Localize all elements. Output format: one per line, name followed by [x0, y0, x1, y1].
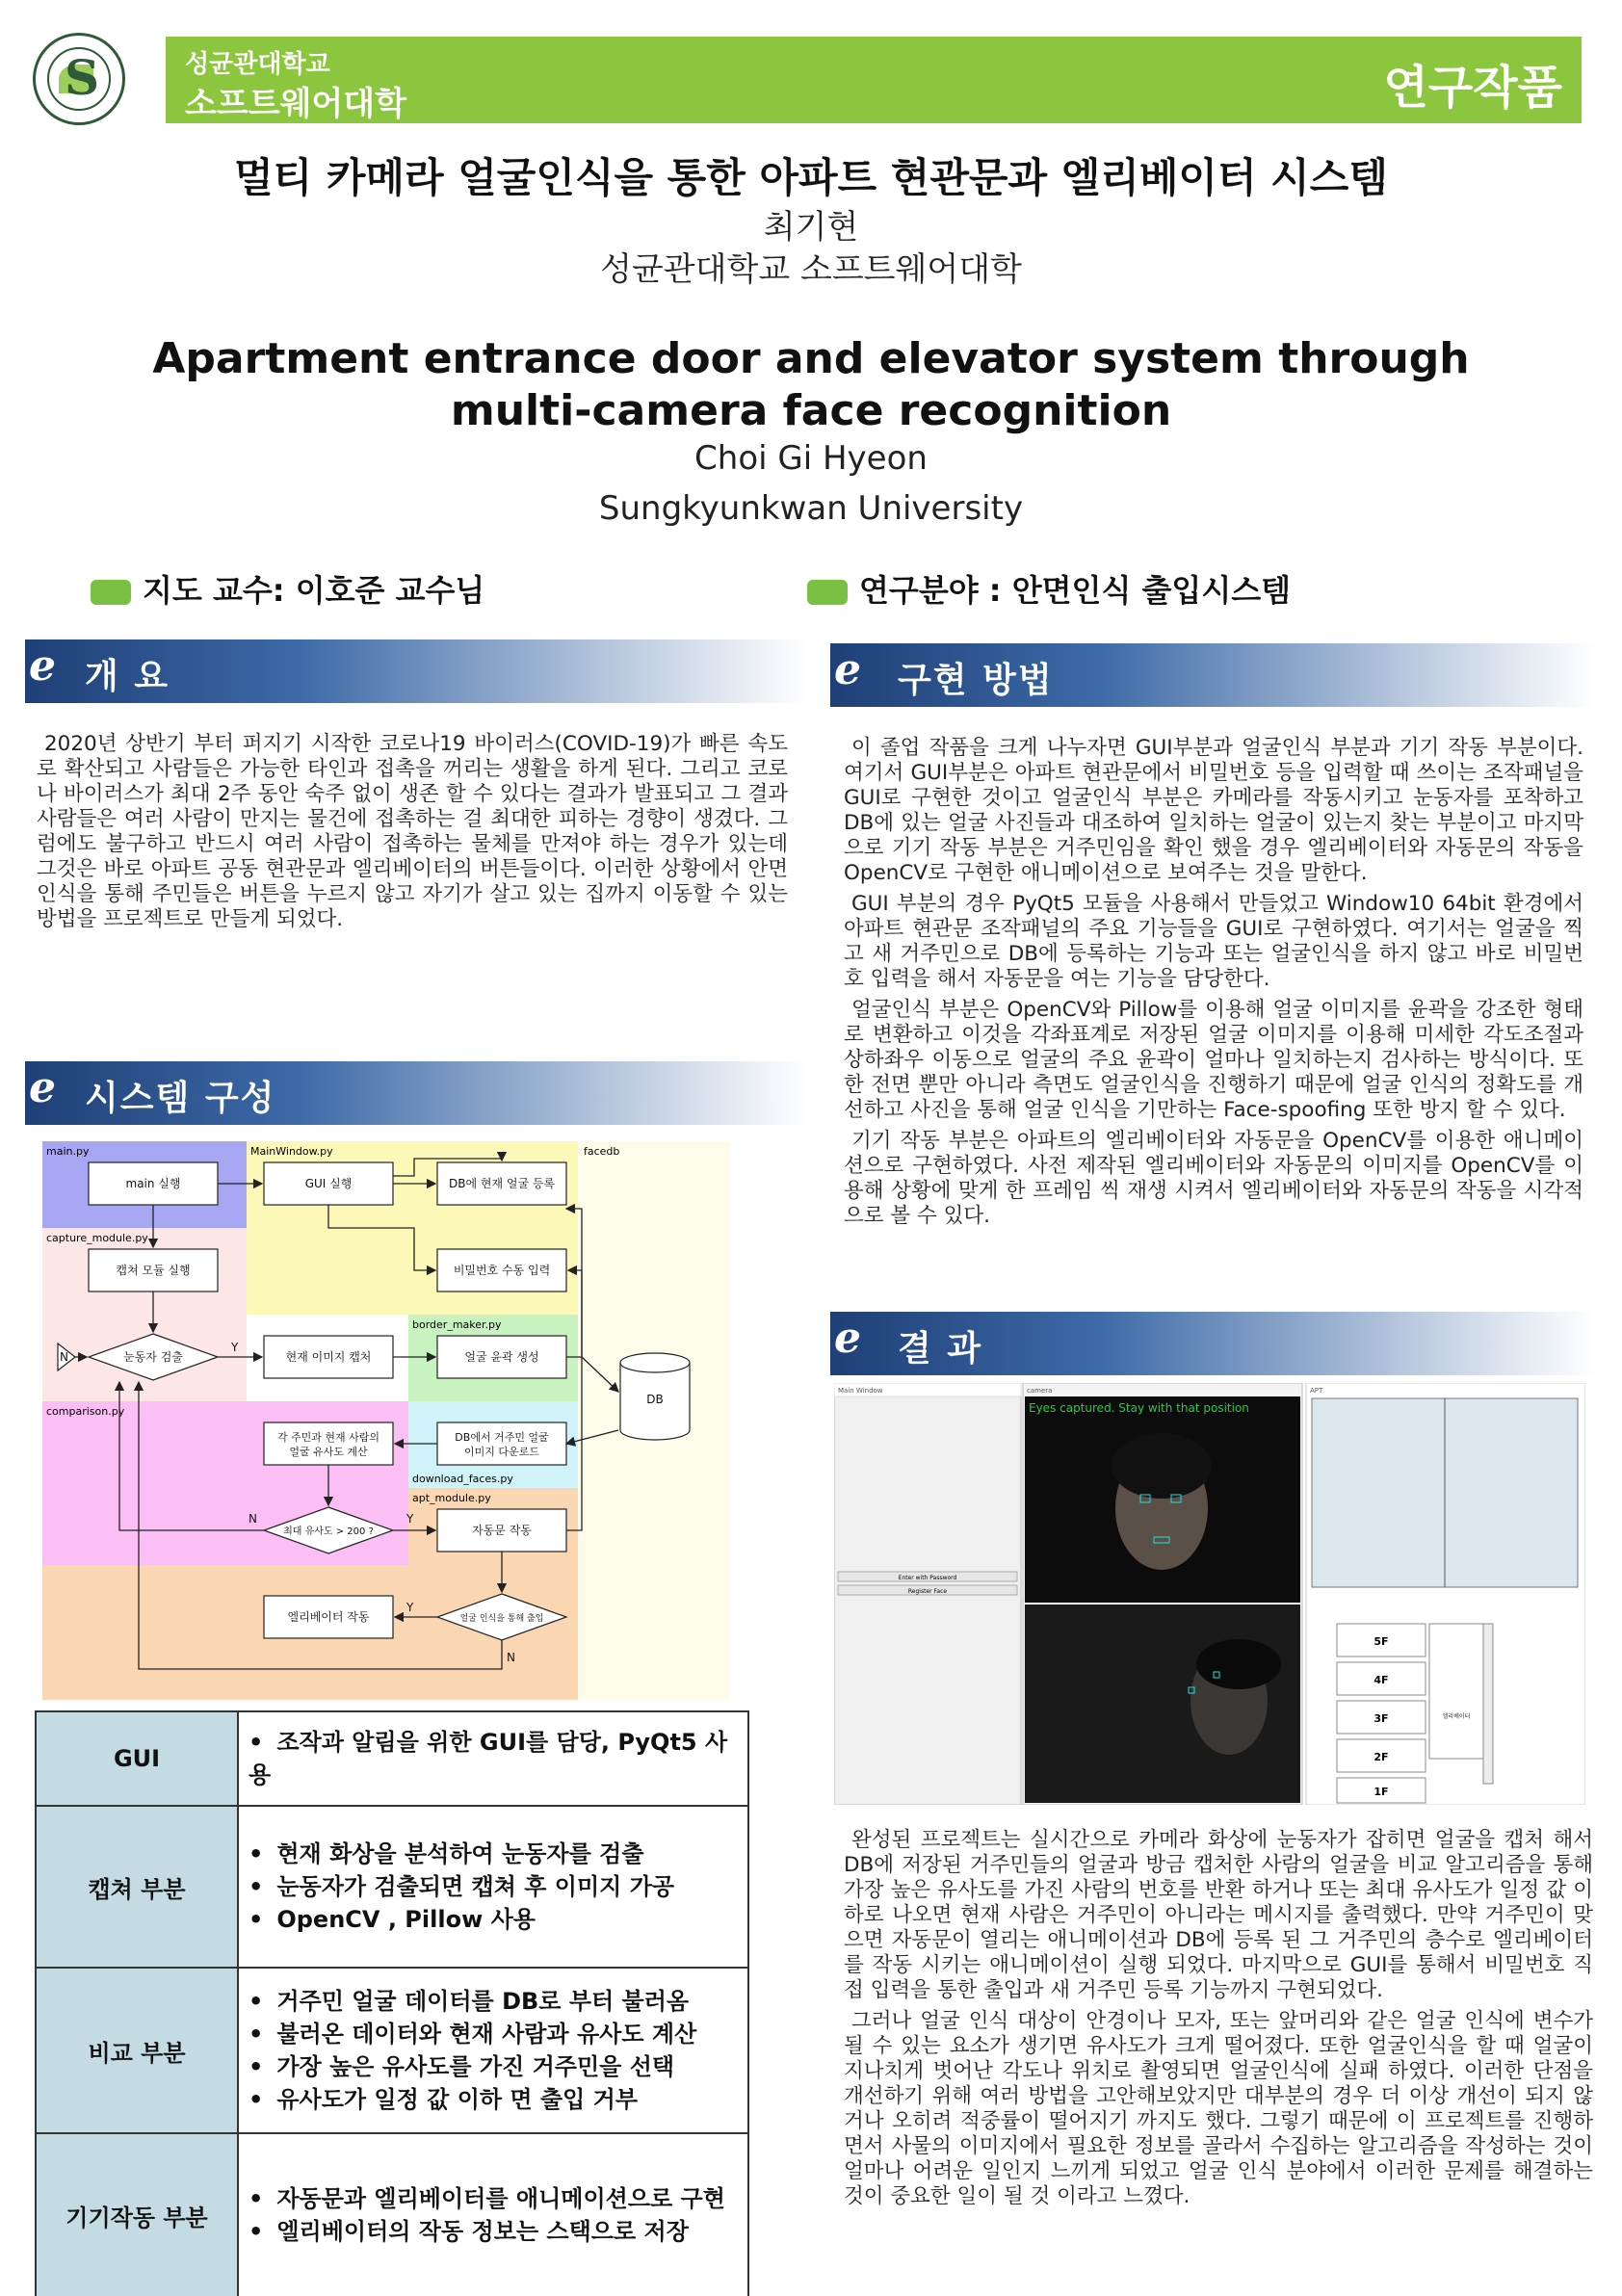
- edge-label-n: N: [60, 1350, 68, 1364]
- region-label-download: download_faces.py: [412, 1473, 513, 1485]
- list-item: • 가장 높은 유사도를 가진 거주민을 선택: [249, 2050, 738, 2083]
- university-logo: S: [33, 33, 125, 125]
- list-item: • 유사도가 일정 값 이하 면 출입 거부: [249, 2083, 738, 2116]
- result-screenshot: [834, 1383, 1585, 1805]
- module-table: [35, 1710, 749, 2296]
- node-label: 얼굴 윤곽 생성: [464, 1350, 539, 1364]
- advisor-line: [91, 566, 484, 611]
- region-label-facedb: facedb: [584, 1145, 620, 1158]
- overview-text: [37, 732, 788, 938]
- node-label: main 실행: [125, 1177, 181, 1190]
- table-data-cell: [238, 1968, 748, 2133]
- edge-label-n: N: [507, 1651, 515, 1664]
- overlay-text: Eyes captured. Stay with that position: [1029, 1401, 1249, 1415]
- node-label: 캡쳐 모듈 실행: [116, 1264, 191, 1277]
- floor-label: 4F: [1373, 1674, 1389, 1686]
- window-title: Main Window: [838, 1387, 883, 1395]
- edge-label-n: N: [249, 1512, 257, 1526]
- field-text: 연구분야 : 안면인식 출입시스템: [859, 572, 1292, 609]
- table-data-cell: [238, 2133, 748, 2296]
- window-title: APT: [1310, 1387, 1323, 1395]
- node-label: 얼굴 유사도 계산: [289, 1446, 368, 1458]
- author-korean: 최기현: [763, 208, 859, 247]
- section-title: 개 요: [85, 657, 170, 696]
- table-header-cell: GUI: [36, 1711, 238, 1806]
- section-title: 결 과: [898, 1329, 983, 1369]
- section-title: 시스템 구성: [85, 1079, 276, 1118]
- table-row: [36, 1806, 748, 1968]
- field-line: [807, 566, 1291, 611]
- title-english-line2: multi-camera face recognition: [450, 386, 1172, 435]
- bullet-pill: [91, 580, 131, 605]
- node-label: 최대 유사도 > 200 ?: [283, 1526, 374, 1537]
- floor-label: 1F: [1373, 1786, 1389, 1798]
- elevator-shaft: [1429, 1624, 1483, 1759]
- e-icon: e: [29, 1063, 56, 1112]
- region-label-mainwindow: MainWindow.py: [250, 1145, 333, 1158]
- list-item: • 눈동자가 검출되면 캡쳐 후 이미지 가공: [249, 1870, 738, 1903]
- method-paragraph: 이 졸업 작품을 크게 나누자면 GUI부분과 얼굴인식 부분과 기기 작동 부분이다. 여기서 GUI부분은 아파트 현관문에서 비밀번호 등을 입력할 때 쓰이는 조작패널을 GUI로 구현한 것이고 얼굴인식 부분은 카메라를 작동시키고 눈동자를 포착하고 DB에 있는 얼굴 사진들과 대조하여 일치하는 얼굴이 있는지 찾는 부분이고 마지막으로 기기 작동 부분은 거주민임을 확인 했을 경우 엘리베이터와 자동문의 작동을 OpenCV로 구현한 애니메이션으로 보여주는 것을 말한다.: [844, 736, 1583, 885]
- node-label: 엘리베이터 작동: [287, 1610, 370, 1624]
- result-paragraph: 완성된 프로젝트는 실시간으로 카메라 화상에 눈동자가 잡히면 얼굴을 캡처 해서 DB에 저장된 거주민들의 얼굴과 방금 캡처한 사람의 얼굴을 비교 알고리즘을 통해 가장 높은 유사도를 가진 사람의 번호를 반환 하거나 또는 최대 유사도가 일정 값 이하로 나오면 현재 사람은 거주민이 아니라는 메시지를 출력했다. 만약 거주민이 맞으면 자동문이 열리는 애니메이션과 DB에 등록 된 그 거주민의 층수로 엘리베이터를 작동 시키는 애니메이션이 실행 되었다. 마지막으로 GUI를 통해서 비밀번호 직접 입력을 통한 출입과 새 거주민 등록 기능까지 구현되었다.: [844, 1828, 1593, 2002]
- floor-label: 5F: [1373, 1635, 1389, 1648]
- header-banner: [166, 37, 1582, 123]
- node-label: DB에 현재 얼굴 등록: [448, 1177, 556, 1190]
- section-header-method: [830, 643, 1595, 707]
- e-icon: e: [29, 641, 56, 691]
- system-flowchart: [42, 1141, 730, 1700]
- window-title: camera: [1027, 1387, 1053, 1395]
- node-label: DB에서 거주민 얼굴: [455, 1431, 549, 1444]
- node-label: DB: [646, 1393, 664, 1406]
- list-item: • 자동문과 엘리베이터를 애니메이션으로 구현: [249, 2182, 738, 2215]
- table-header-cell: 캡쳐 부분: [36, 1806, 238, 1968]
- floor-label: 3F: [1373, 1712, 1389, 1725]
- list-item: • 거주민 얼굴 데이터를 DB로 부터 불러옴: [249, 1985, 738, 2018]
- advisor-text: 지도 교수: 이호준 교수님: [143, 572, 485, 609]
- affiliation-korean: 성균관대학교 소프트웨어대학: [600, 250, 1022, 289]
- list-item: • OpenCV , Pillow 사용: [249, 1903, 738, 1936]
- edge-label-y: Y: [231, 1341, 239, 1354]
- university-name: 성균관대학교: [185, 50, 330, 79]
- node-label: GUI 실행: [304, 1177, 353, 1190]
- section-title: 구현 방법: [898, 661, 1054, 700]
- node-label: 각 주민과 현재 사람의: [276, 1431, 380, 1444]
- node-label: 비밀번호 수동 입력: [453, 1264, 551, 1277]
- bullet-pill: [807, 580, 848, 605]
- list-item: • 엘리베이터의 작동 정보는 스택으로 저장: [249, 2215, 738, 2248]
- result-paragraph: 그러나 얼굴 인식 대상이 안경이나 모자, 또는 앞머리와 같은 얼굴 인식에 변수가 될 수 있는 요소가 생기면 유사도가 크게 떨어졌다. 또한 얼굴인식을 할 때 얼굴이 지나치게 벗어난 각도나 위치로 촬영되면 얼굴인식에 실패 하였다. 이러한 단점을 개선하기 위해 여러 방법을 고안해보았지만 대부분의 경우 더 이상 개선이 되지 않거나 오히려 적중률이 떨어지기 까지도 했다. 그렇기 때문에 이 프로젝트를 진행하면서 사물의 이미지에서 필요한 정보를 골라서 수집하는 알고리즘을 작성하는 것이 얼마나 어려운 일인지 느끼게 되었고 얼굴 인식 분야에서 이러한 문제를 해결하는 것이 중요한 일이 될 것 이라고 느꼈다.: [844, 2009, 1593, 2208]
- button-label: Enter with Password: [898, 1575, 957, 1581]
- node-similarity: [264, 1422, 393, 1465]
- overview-paragraph: 2020년 상반기 부터 퍼지기 시작한 코로나19 바이러스(COVID-19)가 빠른 속도로 확산되고 사람들은 가능한 타인과 접촉을 꺼리는 생활을 하게 된다. 그리고 코로나 바이러스가 최대 2주 동안 숙주 없이 생존 할 수 있다는 결과가 발표되고 그 결과 사람들은 여러 사람이 만지는 물건에 접촉하는 걸 최대한 피하는 경향이 생겼다. 그럼에도 불구하고 반드시 여러 사람이 접촉하는 물체를 만져야 하는 경우가 있는데 그것은 바로 아파트 공동 현관문과 엘리베이터의 버튼들이다. 이러한 상황에서 안면인식을 통해 주민들은 버튼을 누르지 않고 자기가 살고 있는 집까지 이동할 수 있는 방법을 프로젝트로 만들게 되었다.: [37, 732, 788, 931]
- section-header-overview: [25, 639, 807, 703]
- title-english: [0, 333, 1622, 437]
- title-english-line1: Apartment entrance door and elevator system through: [152, 334, 1470, 383]
- section-header-result: [830, 1312, 1595, 1375]
- e-icon: e: [834, 645, 861, 694]
- node-label: 얼굴 인식을 통해 출입: [459, 1614, 544, 1624]
- e-icon: e: [834, 1314, 861, 1363]
- list-item: • 불러온 데이터와 현재 사람과 유사도 계산: [249, 2018, 738, 2050]
- list-item: • 조작과 알림을 위한 GUI를 담당, PyQt5 사용: [249, 1726, 738, 1791]
- region-label-border: border_maker.py: [412, 1318, 502, 1331]
- author-english: Choi Gi Hyeon: [694, 439, 928, 478]
- region-label-capture: capture_module.py: [46, 1232, 148, 1244]
- method-paragraph: GUI 부분의 경우 PyQt5 모듈을 사용해서 만들었고 Window10 64bit 환경에서 아파트 현관문 조작패널의 주요 기능들을 GUI로 구현하였다. 여기서는 얼굴을 찍고 새 거주민으로 DB에 등록하는 기능과 또는 얼굴인식을 하지 않고 바로 비밀번호 입력을 해서 자동문을 여는 기능을 담당한다.: [844, 892, 1583, 991]
- table-row: [36, 1968, 748, 2133]
- table-row: [36, 2133, 748, 2296]
- affiliation-english: Sungkyunkwan University: [598, 489, 1024, 528]
- table-header-cell: 기기작동 부분: [36, 2133, 238, 2296]
- edge-label-y: Y: [406, 1601, 414, 1614]
- table-row: [36, 1711, 748, 1806]
- title-korean: 멀티 카메라 얼굴인식을 통한 아파트 현관문과 엘리베이터 시스템: [234, 154, 1388, 201]
- button-label: Register Face: [907, 1588, 948, 1595]
- method-text: [844, 736, 1583, 1235]
- method-paragraph: 기기 작동 부분은 아파트의 엘리베이터와 자동문을 OpenCV를 이용한 애니메이션으로 구현하였다. 사전 제작된 엘리베이터와 자동문의 이미지를 OpenCV를 이용해 상황에 맞게 한 프레임 씩 재생 시켜서 엘리베이터와 자동문의 작동을 시각적으로 볼 수 있다.: [844, 1129, 1583, 1228]
- node-download: [437, 1422, 566, 1465]
- node-label: 현재 이미지 캡처: [285, 1350, 372, 1364]
- section-header-system: [25, 1061, 807, 1125]
- table-header-cell: 비교 부분: [36, 1968, 238, 2133]
- region-label-main: main.py: [46, 1145, 90, 1158]
- floor-label: 2F: [1373, 1751, 1389, 1763]
- node-label: 이미지 다운로드: [464, 1446, 539, 1458]
- category-label: 연구작품: [1383, 61, 1562, 115]
- elevator-label: 엘리베이터: [1442, 1713, 1471, 1720]
- edge-label-y: Y: [406, 1512, 414, 1526]
- result-text: [844, 1828, 1593, 2215]
- region-label-comparison: comparison.py: [46, 1405, 125, 1418]
- node-label: 눈동자 검출: [123, 1350, 183, 1364]
- method-paragraph: 얼굴인식 부분은 OpenCV와 Pillow를 이용해 얼굴 이미지를 윤곽을 강조한 형태로 변환하고 이것을 각좌표계로 저장된 얼굴 이미지를 이용해 미세한 각도조절과 상하좌우 이동으로 얼굴의 주요 윤곽이 얼마나 일치하는지 검사하는 방식이다. 또한 전면 뿐만 아니라 측면도 얼굴인식을 진행하기 때문에 얼굴 인식의 정확도를 개선하고 사진을 통해 얼굴 인식을 기만하는 Face-spoofing 또한 방지 할 수 있다.: [844, 998, 1583, 1122]
- list-item: • 현재 화상을 분석하여 눈동자를 검출: [249, 1838, 738, 1870]
- node-label: 자동문 작동: [472, 1524, 532, 1537]
- region-label-apt: apt_module.py: [412, 1492, 491, 1504]
- table-data-cell: [238, 1711, 748, 1806]
- college-name: 소프트웨어대학: [185, 85, 406, 123]
- table-data-cell: [238, 1806, 748, 1968]
